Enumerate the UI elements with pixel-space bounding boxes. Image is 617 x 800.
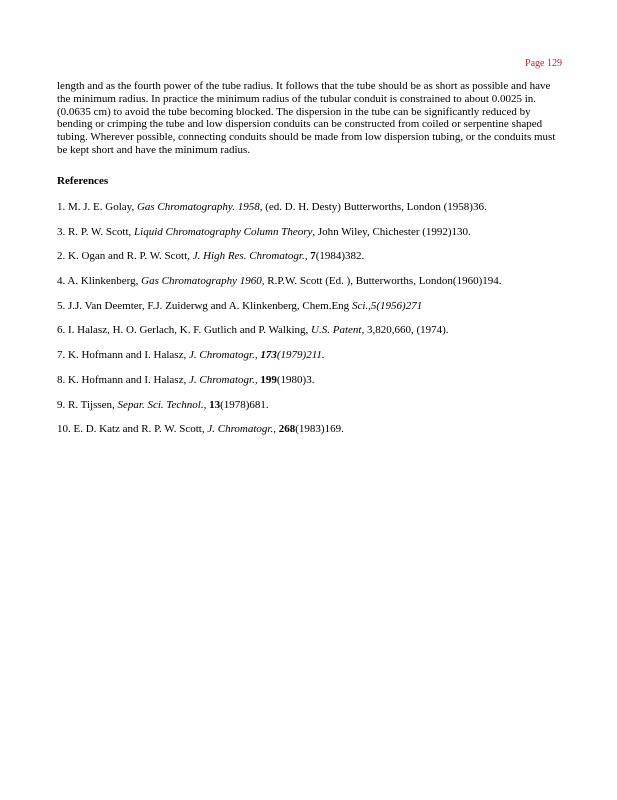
body-paragraph: length and as the fourth power of the tube radius. It follows that the tube should be as short as possible and have the minimum radius. In practice the minimum radius of the tubular conduit is constrained to about 0.0025 in. (0.0635 cm) to avoid the tube becoming blocked. The dispersion in the tube can be significantly reduced by bending or crimping the tube and low dispersion conduits can be constructed from coiled or serpentine shaped tubing. Wherever possible, connecting conduits should be made from low dispersion tubing, or the conduits must be kept short and have the minimum radius. (57, 80, 556, 156)
reference-journal: J. Chromatogr., (188, 373, 258, 386)
reference-item (57, 323, 577, 348)
reference-number: 2. (57, 250, 66, 263)
reference-item (57, 225, 577, 250)
reference-item (57, 398, 577, 423)
reference-journal: J. Chromatogr., (188, 349, 258, 362)
reference-item (57, 348, 577, 373)
reference-number: 5. (57, 299, 66, 312)
reference-authors: A. Klinkenberg, (67, 275, 139, 288)
reference-number: 1. (57, 201, 66, 213)
reference-item (57, 274, 577, 299)
reference-authors: R. P. W. Scott, (68, 225, 132, 238)
reference-authors: K. Hofmann and I. Halasz, (68, 349, 187, 362)
reference-item (57, 299, 577, 324)
reference-authors: K. Hofmann and I. Halasz, (68, 373, 187, 386)
reference-journal: J. Chromatogr., (207, 423, 276, 436)
reference-number: 9. (57, 398, 66, 411)
reference-authors: K. Ogan and R. P. W. Scott, (68, 250, 190, 263)
reference-details: (1978)681. (220, 398, 269, 411)
references-heading: References (57, 175, 109, 187)
reference-number: 3. (57, 225, 66, 238)
reference-number: 10. (57, 423, 71, 436)
reference-title: Liquid Chromatography Column Theory (134, 225, 313, 238)
reference-title: Gas Chromatography. 1958, (136, 201, 263, 213)
reference-authors: I. Halasz, H. O. Gerlach, K. F. Gutlich and P. Walking, (68, 324, 309, 337)
reference-volume: 268 (278, 423, 296, 436)
reference-details: (ed. D. H. Desty) Butterworths, London (1958)36. (265, 201, 487, 213)
reference-details: , John Wiley, Chichester (1992)130. (312, 225, 471, 238)
reference-item (57, 422, 577, 447)
reference-details: (1980)3. (276, 373, 315, 386)
reference-volume: 7 (310, 250, 316, 263)
reference-item (57, 249, 577, 274)
reference-journal: J. High Res. Chromatogr., (192, 250, 308, 263)
reference-journal: U.S. Patent, (311, 324, 365, 337)
reference-number: 6. (57, 324, 66, 337)
reference-authors: J.J. Van Deemter, F.J. Zuiderwg and A. Klinkenberg, Chem.Eng (68, 299, 350, 312)
page-number: Page 129 (525, 58, 562, 69)
reference-volume: 13 (209, 398, 221, 411)
reference-number: 7. (57, 349, 66, 362)
reference-list (57, 200, 577, 447)
reference-item (57, 200, 577, 225)
reference-details: (1984)382. (315, 250, 365, 263)
reference-details: (1979)211. (276, 349, 325, 362)
reference-number: 4. (57, 275, 66, 288)
reference-details: R.P.W. Scott (Ed. ), Butterworths, London(1960)194. (267, 275, 502, 288)
reference-journal: Sci.,5(1956)271 (351, 299, 423, 312)
reference-journal: Separ. Sci. Technol., (117, 398, 207, 411)
reference-authors: R. Tijssen, (68, 398, 115, 411)
reference-authors: E. D. Katz and R. P. W. Scott, (73, 423, 205, 436)
reference-details: (1983)169. (295, 423, 344, 436)
reference-details: 3,820,660, (1974). (366, 324, 449, 337)
reference-title: Gas Chromatography 1960, (141, 275, 265, 288)
reference-item (57, 373, 577, 398)
reference-volume: 199 (260, 373, 277, 386)
reference-number: 8. (57, 373, 66, 386)
reference-volume: 173 (260, 349, 277, 362)
reference-authors: M. J. E. Golay, (68, 201, 135, 213)
